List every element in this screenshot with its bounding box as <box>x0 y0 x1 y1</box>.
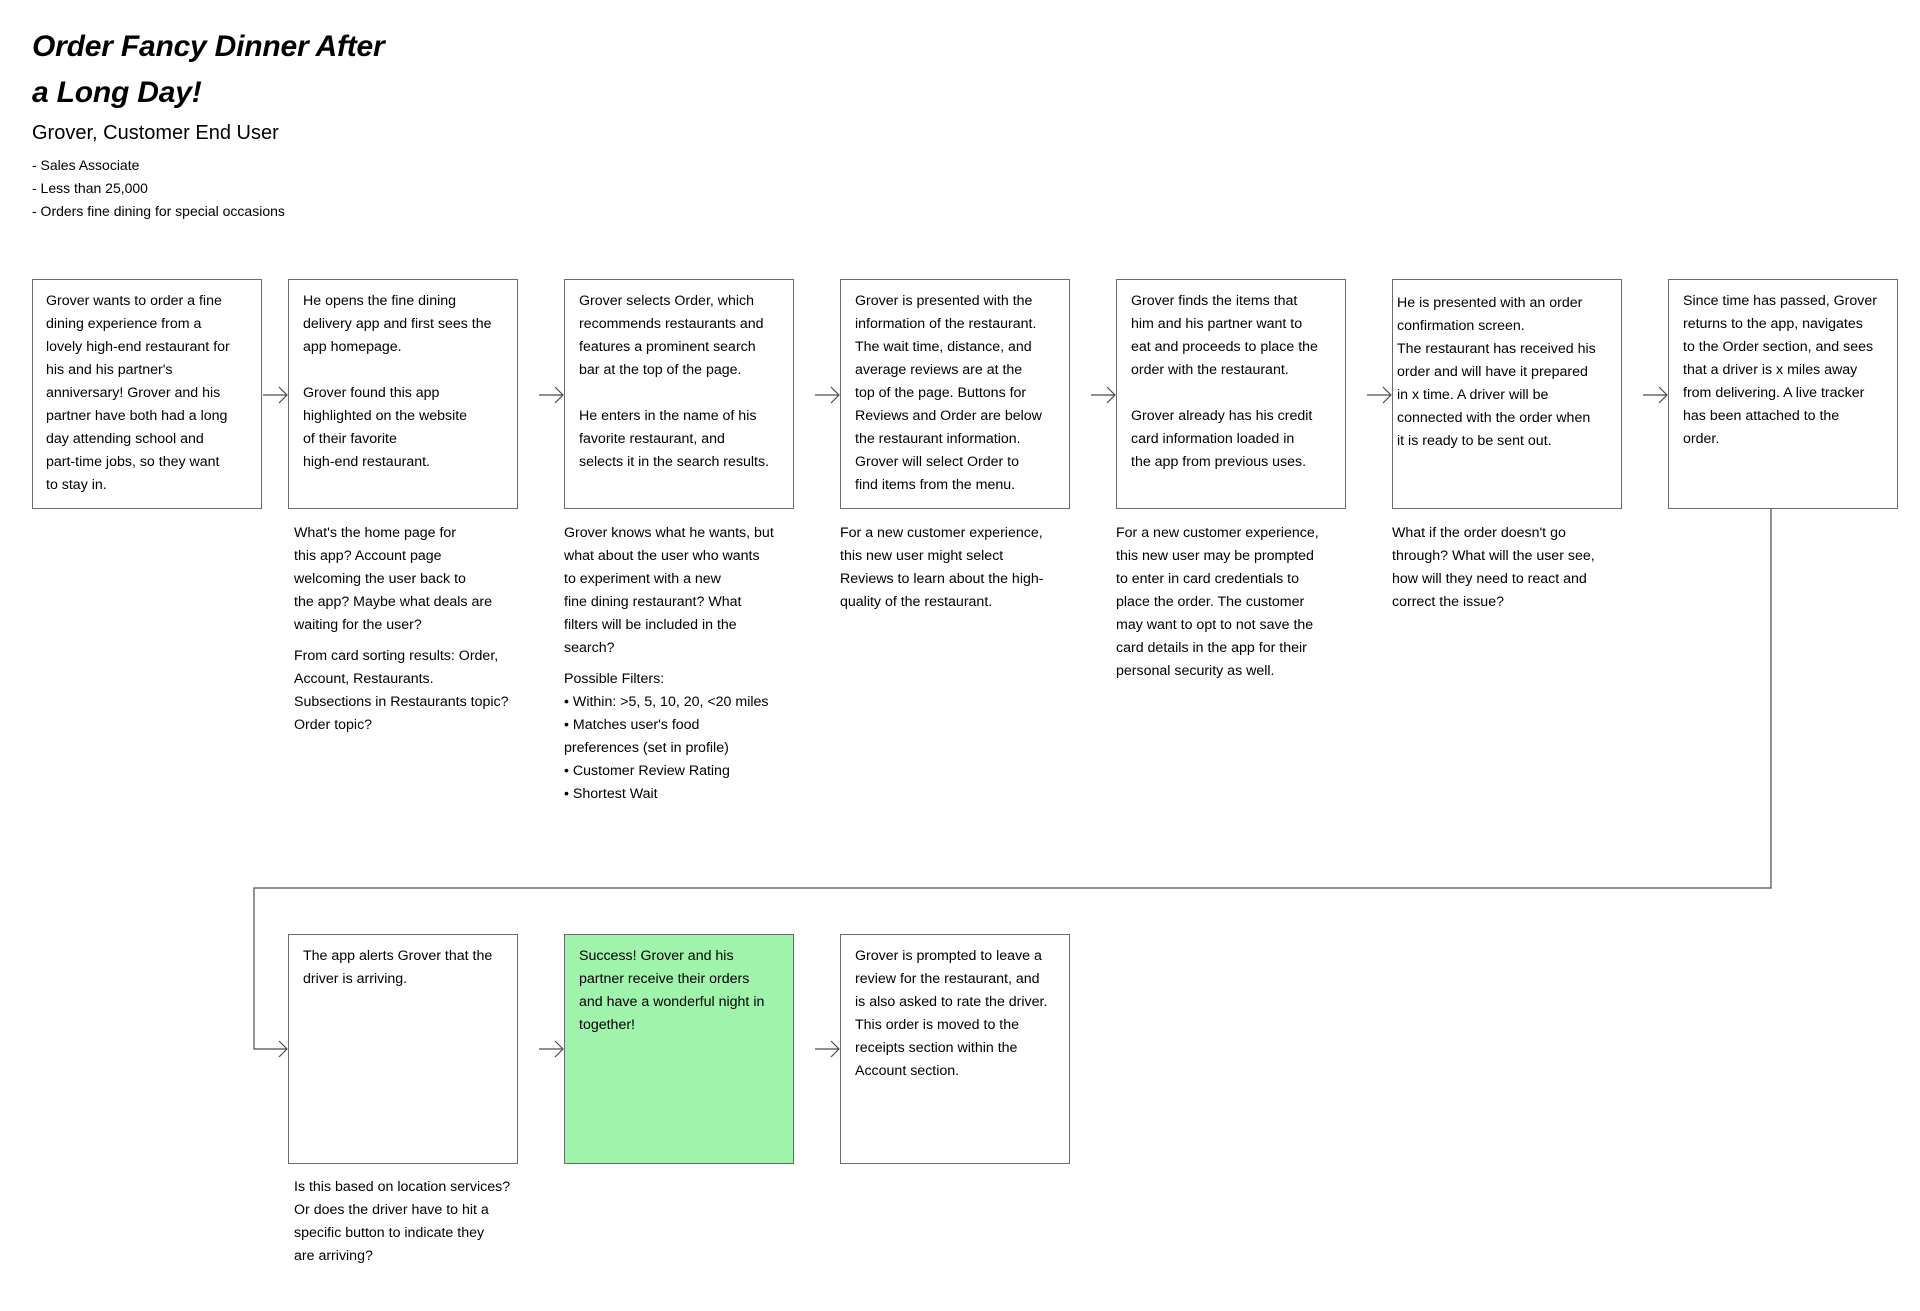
note-step-3 <box>564 522 804 806</box>
note-step-6-text: What if the order doesn't go through? What will the user see, how will they need to react and correct the issue? <box>1392 525 1595 610</box>
trait-income: - Less than 25,000 <box>32 180 148 196</box>
note-step-2-card-sorting: From card sorting results: Order, Account, Restaurants. Subsections in Restaurants topic? Order topic? <box>294 648 509 733</box>
step-4-box: Grover is presented with the information of the restaurant. The wait time, distance, and average reviews are at the top of the page. Buttons for Reviews and Order are below the restaurant information. Grover will select Order to find items from the menu. <box>840 279 1070 509</box>
step-7-box: Since time has passed, Grover returns to the app, navigates to the Order section, and sees that a driver is x miles away from delivering. A live tracker has been attached to the order. <box>1668 279 1898 509</box>
note-step-6 <box>1392 522 1632 622</box>
step-3-box: Grover selects Order, which recommends restaurants and features a prominent search bar at the top of the page. He enters in the name of his favorite restaurant, and selects it in the search results. <box>564 279 794 509</box>
step-10-box: Grover is prompted to leave a review for the restaurant, and is also asked to rate the driver. This order is moved to the receipts section within the Account section. <box>840 934 1070 1164</box>
filter-item: • Within: >5, 5, 10, 20, <20 miles <box>564 691 804 714</box>
trait-habit: - Orders fine dining for special occasions <box>32 203 285 219</box>
step-5-box: Grover finds the items that him and his partner want to eat and proceeds to place the order with the restaurant. Grover already has his credit card information loaded in the app from previous uses. <box>1116 279 1346 509</box>
step-2-box: He opens the fine dining delivery app and first sees the app homepage. Grover found this app highlighted on the website of their favorite high-end restaurant. <box>288 279 518 509</box>
filter-item-text: Matches user's food preferences (set in profile) <box>564 717 729 756</box>
note-step-5 <box>1116 522 1356 691</box>
note-step-4-text: For a new customer experience, this new user might select Reviews to learn about the high- quality of the restaurant. <box>840 525 1044 610</box>
note-step-3-question: Grover knows what he wants, but what about the user who wants to experiment with a new fine dining restaurant? What filters will be included in the search? <box>564 525 774 656</box>
note-step-2-question: What's the home page for this app? Account page welcoming the user back to the app? Maybe what deals are waiting for the user? <box>294 525 492 633</box>
note-step-4 <box>840 522 1076 622</box>
diagram-title-line-1: Order Fancy Dinner After <box>32 30 385 63</box>
note-step-5-text: For a new customer experience, this new user may be prompted to enter in card credentials to place the order. The customer may want to opt to not save the card details in the app for their personal security as well. <box>1116 525 1319 679</box>
filter-item: • Customer Review Rating <box>564 760 804 783</box>
step-8-box: The app alerts Grover that the driver is arriving. <box>288 934 518 1164</box>
filter-list <box>564 691 804 806</box>
step-6-box: He is presented with an order confirmation screen. The restaurant has received his order and will have it prepared in x time. A driver will be connected with the order when it is ready to be sent out. <box>1392 279 1622 509</box>
note-step-8-text: Is this based on location services? Or does the driver have to hit a specific button to indicate they are arriving? <box>294 1179 511 1264</box>
note-step-8 <box>294 1176 534 1276</box>
filter-item: • Shortest Wait <box>564 783 804 806</box>
filter-item <box>564 714 804 760</box>
step-1-box: Grover wants to order a fine dining experience from a lovely high-end restaurant for his and his partner's anniversary! Grover and his partner have both had a long day attending school and part-time jobs, so they want to stay in. <box>32 279 262 509</box>
trait-occupation: - Sales Associate <box>32 157 140 173</box>
step-9-success-box: Success! Grover and his partner receive their orders and have a wonderful night in together! <box>564 934 794 1164</box>
note-step-3-filters-heading: Possible Filters: <box>564 671 665 687</box>
diagram-title-line-2: a Long Day! <box>32 76 202 109</box>
note-step-2 <box>294 522 530 745</box>
persona-name: Grover, Customer End User <box>32 122 279 144</box>
